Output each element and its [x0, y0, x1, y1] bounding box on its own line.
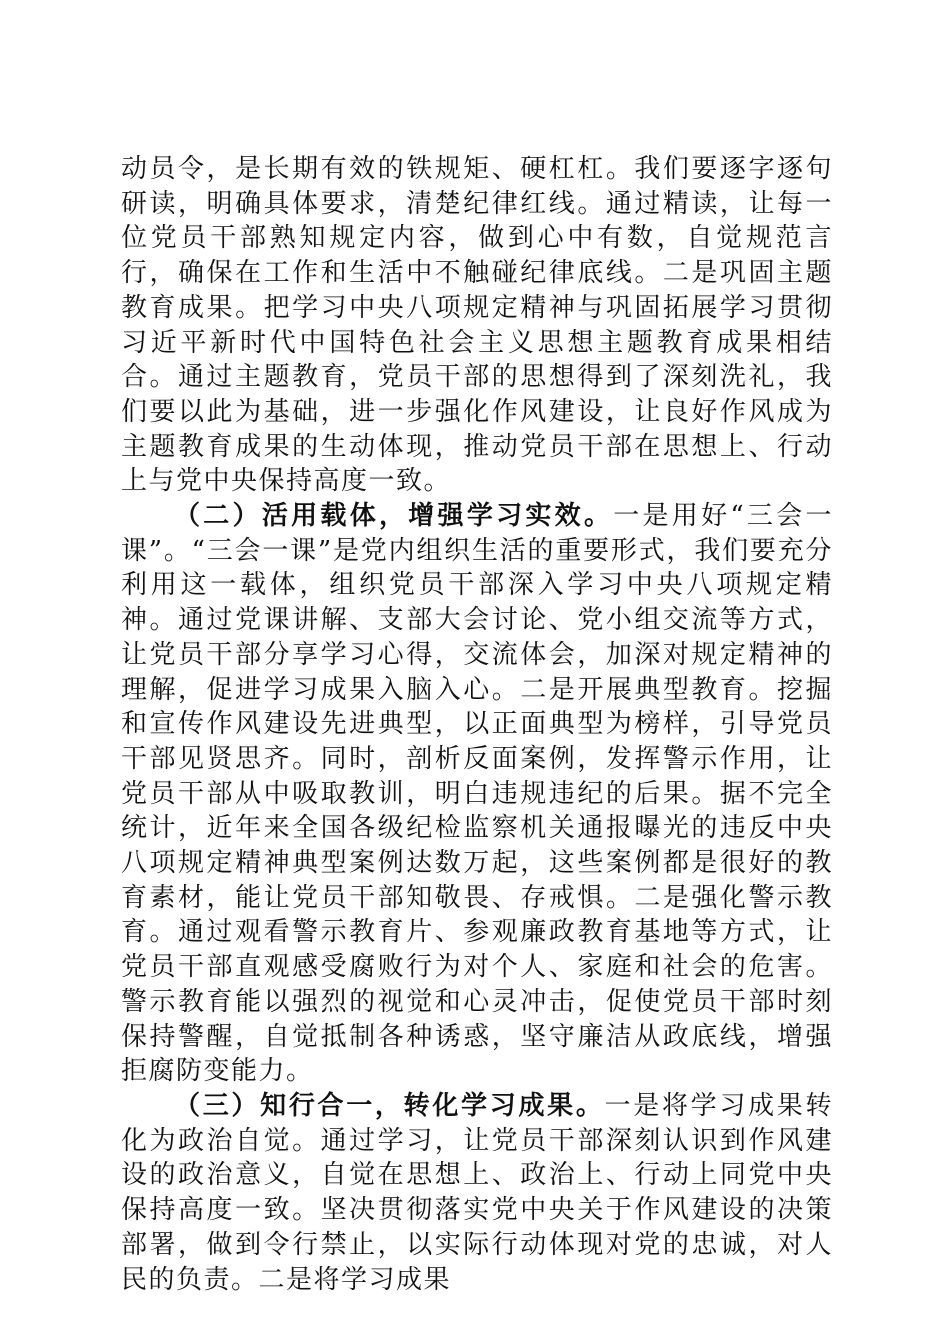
- paragraph-1-text: 动员令，是长期有效的铁规矩、硬杠杠。我们要逐字逐句研读，明确具体要求，清楚纪律红线。通过精读，让每一位党员干部熟知规定内容，做到心中有数，自觉规范言行，确保在工作和生活中不触碰纪律底线。二是巩固主题教育成果。把学习中央八项规定精神与巩固拓展学习贯彻习近平新时代中国特色社会主义思想主题教育成果相结合。通过主题教育，党员干部的思想得到了深刻洗礼，我们要以此为基础，进一步强化作风建设，让良好作风成为主题教育成果的生动体现，推动党员干部在思想上、行动上与党中央保持高度一致。: [121, 154, 833, 497]
- paragraph-2: [121, 499, 833, 1089]
- document-body: [121, 152, 833, 1297]
- paragraph-2-text: 一是用好“三会一课”。“三会一课”是党内组织生活的重要形式，我们要充分利用这一载体，组织党员干部深入学习中央八项规定精神。通过党课讲解、支部大会讨论、党小组交流等方式，让党员干部分享学习心得，交流体会，加深对规定精神的理解，促进学习成果入脑入心。二是开展典型教育。挖掘和宣传作风建设先进典型，以正面典型为榜样，引导党员干部见贤思齐。同时，剖析反面案例，发挥警示作用，让党员干部从中吸取教训，明白违规违纪的后果。据不完全统计，近年来全国各级纪检监察机关通报曝光的违反中央八项规定精神典型案例达数万起，这些案例都是很好的教育素材，能让党员干部知敬畏、存戒惧。二是强化警示教育。通过观看警示教育片、参观廉政教育基地等方式，让党员干部直观感受腐败行为对个人、家庭和社会的危害。警示教育能以强烈的视觉和心灵冲击，促使党员干部时刻保持警醒，自觉抵制各种诱惑，坚守廉洁从政底线，增强拒腐防变能力。: [121, 501, 833, 1087]
- section-3-heading: （三）知行合一，转化学习成果。: [174, 1090, 605, 1121]
- paragraph-3: [121, 1089, 833, 1297]
- paragraph-3-text: 一是将学习成果转化为政治自觉。通过学习，让党员干部深刻认识到作风建设的政治意义，自觉在思想上、政治上、行动上同党中央保持高度一致。坚决贯彻落实党中央关于作风建设的决策部署，做到令行禁止，以实际行动体现对党的忠诚，对人民的负责。二是将学习成果: [121, 1090, 833, 1295]
- paragraph-1: [121, 152, 833, 499]
- section-2-heading: （二）活用载体，增强学习实效。: [174, 501, 614, 532]
